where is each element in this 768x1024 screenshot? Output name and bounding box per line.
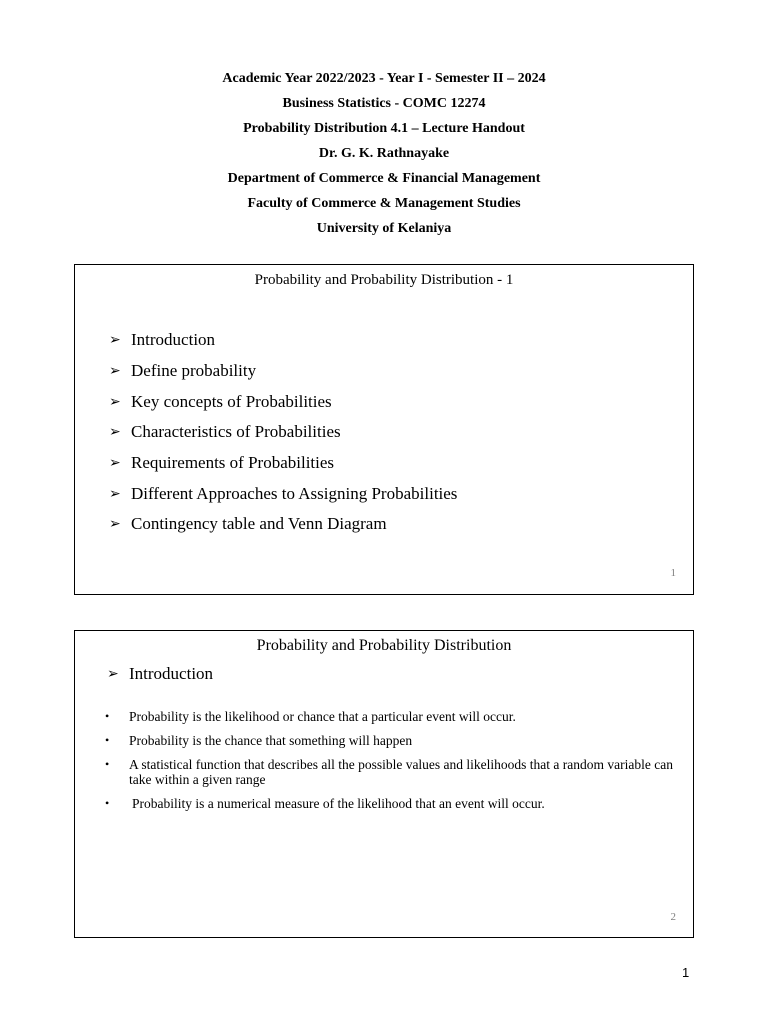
- list-item-text: Different Approaches to Assigning Probabilities: [131, 483, 458, 503]
- list-item-text: Introduction: [131, 330, 216, 350]
- document-header: [0, 66, 768, 241]
- list-item-text: Requirements of Probabilities: [131, 453, 335, 473]
- list-item: [103, 796, 683, 811]
- header-lecturer: Dr. G. K. Rathnayake: [318, 146, 450, 161]
- list-item: [109, 417, 457, 448]
- list-item-text: Characteristics of Probabilities: [131, 422, 341, 442]
- arrow-bullet-icon: ➢: [107, 666, 119, 682]
- header-handout-title: Probability Distribution 4.1 – Lecture Handout: [243, 121, 525, 136]
- intro-text: Introduction: [129, 664, 214, 683]
- arrow-bullet-icon: ➢: [109, 332, 121, 349]
- slide-2: [74, 630, 694, 938]
- slide-2-bullet-list: [103, 709, 683, 820]
- header-faculty: Faculty of Commerce & Management Studies: [247, 196, 521, 211]
- list-item: [103, 733, 683, 748]
- slide-number: 2: [670, 911, 676, 923]
- page-number: 1: [682, 965, 690, 980]
- arrow-bullet-icon: ➢: [109, 485, 121, 502]
- bullet-dot-icon: •: [105, 757, 110, 771]
- header-university: University of Kelaniya: [316, 221, 452, 236]
- list-item: [103, 709, 683, 724]
- arrow-bullet-icon: ➢: [109, 516, 121, 533]
- list-item: [109, 356, 457, 387]
- list-item-text: Define probability: [131, 361, 257, 381]
- list-item: [109, 509, 457, 540]
- bullet-dot-icon: •: [105, 733, 110, 747]
- bullet-text: Probability is a numerical measure of the likelihood that an event will occur.: [132, 796, 545, 811]
- slide-2-intro-heading: [107, 664, 213, 684]
- slide-number: 1: [670, 567, 676, 579]
- slide-1-title: Probability and Probability Distribution - 1: [254, 272, 514, 288]
- slide-1-topic-list: [109, 325, 457, 540]
- bullet-text: A statistical function that describes all the possible values and likelihoods that a random variable can take within a given range: [129, 757, 673, 787]
- slide-2-title: Probability and Probability Distribution: [256, 637, 512, 654]
- bullet-text: Probability is the chance that something will happen: [129, 733, 413, 748]
- list-item: [109, 325, 457, 356]
- list-item: [103, 757, 683, 787]
- list-item-text: Key concepts of Probabilities: [131, 391, 332, 411]
- list-item: [109, 448, 457, 479]
- header-course: Business Statistics - COMC 12274: [282, 96, 486, 111]
- bullet-text: Probability is the likelihood or chance that a particular event will occur.: [129, 709, 516, 724]
- header-department: Department of Commerce & Financial Management: [227, 171, 541, 186]
- bullet-dot-icon: •: [105, 796, 110, 810]
- header-academic-year: Academic Year 2022/2023 - Year I - Semester II – 2024: [222, 71, 546, 86]
- list-item: [109, 386, 457, 417]
- arrow-bullet-icon: ➢: [109, 393, 121, 410]
- arrow-bullet-icon: ➢: [109, 424, 121, 441]
- list-item: [109, 478, 457, 509]
- bullet-dot-icon: •: [105, 709, 110, 723]
- arrow-bullet-icon: ➢: [109, 455, 121, 472]
- list-item-text: Contingency table and Venn Diagram: [131, 514, 387, 534]
- arrow-bullet-icon: ➢: [109, 363, 121, 380]
- slide-1: [74, 264, 694, 595]
